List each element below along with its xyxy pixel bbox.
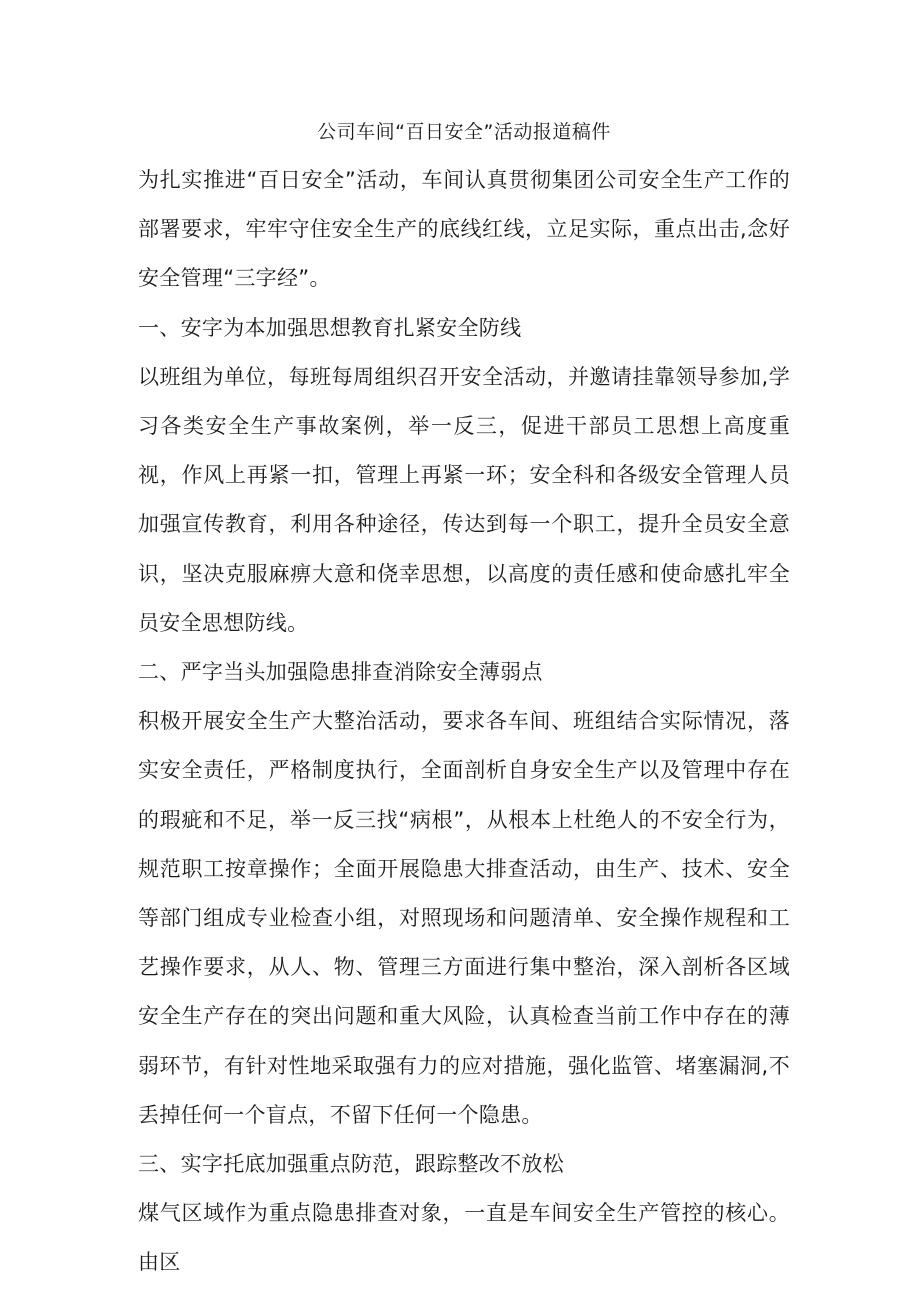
section-1-body: 以班组为单位，每班每周组织召开安全活动，并邀请挂靠领导参加,学习各类安全生产事故案例，举一反三，促进干部员工思想上高度重视，作风上再紧一扣，管理上再紧一环；安全科和各级安全管理人员加强宣传教育，利用各种途径，传达到每一个职工，提升全员安全意识，坚决克服麻痹大意和侥幸思想，以高度的责任感和使命感扎牢全员安全思想防线。 <box>138 364 790 635</box>
document-title: 公司车间“百日安全”活动报道稿件 <box>317 121 611 143</box>
intro-paragraph: 为扎实推进“百日安全”活动，车间认真贯彻集团公司安全生产工作的部署要求，牢牢守住安全生产的底线红线，立足实际，重点出击,念好安全管理“三字经”。 <box>138 168 790 291</box>
section-3-heading: 三、实字托底加强重点防范，跟踪整改不放松 <box>138 1152 564 1177</box>
document-content <box>138 118 790 1288</box>
section-2-heading: 二、严字当头加强隐患排查消除安全薄弱点 <box>138 660 543 685</box>
section-3-body: 煤气区域作为重点隐患排查对象，一直是车间安全生产管控的核心。由区 <box>138 1201 790 1275</box>
section-1-heading: 一、安字为本加强思想教育扎紧安全防线 <box>138 315 522 340</box>
section-2-body: 积极开展安全生产大整治活动，要求各车间、班组结合实际情况，落实安全责任，严格制度执行，全面剖析自身安全生产以及管理中存在的瑕疵和不足，举一反三找“病根”，从根本上杜绝人的不安全行为，规范职工按章操作；全面开展隐患大排查活动，由生产、技术、安全等部门组成专业检查小组，对照现场和问题清单、安全操作规程和工艺操作要求，从人、物、管理三方面进行集中整治，深入剖析各区域安全生产存在的突出问题和重大风险，认真检查当前工作中存在的薄弱环节，有针对性地采取强有力的应对措施，强化监管、堵塞漏洞,不丢掉任何一个盲点，不留下任何一个隐患。 <box>138 709 790 1127</box>
